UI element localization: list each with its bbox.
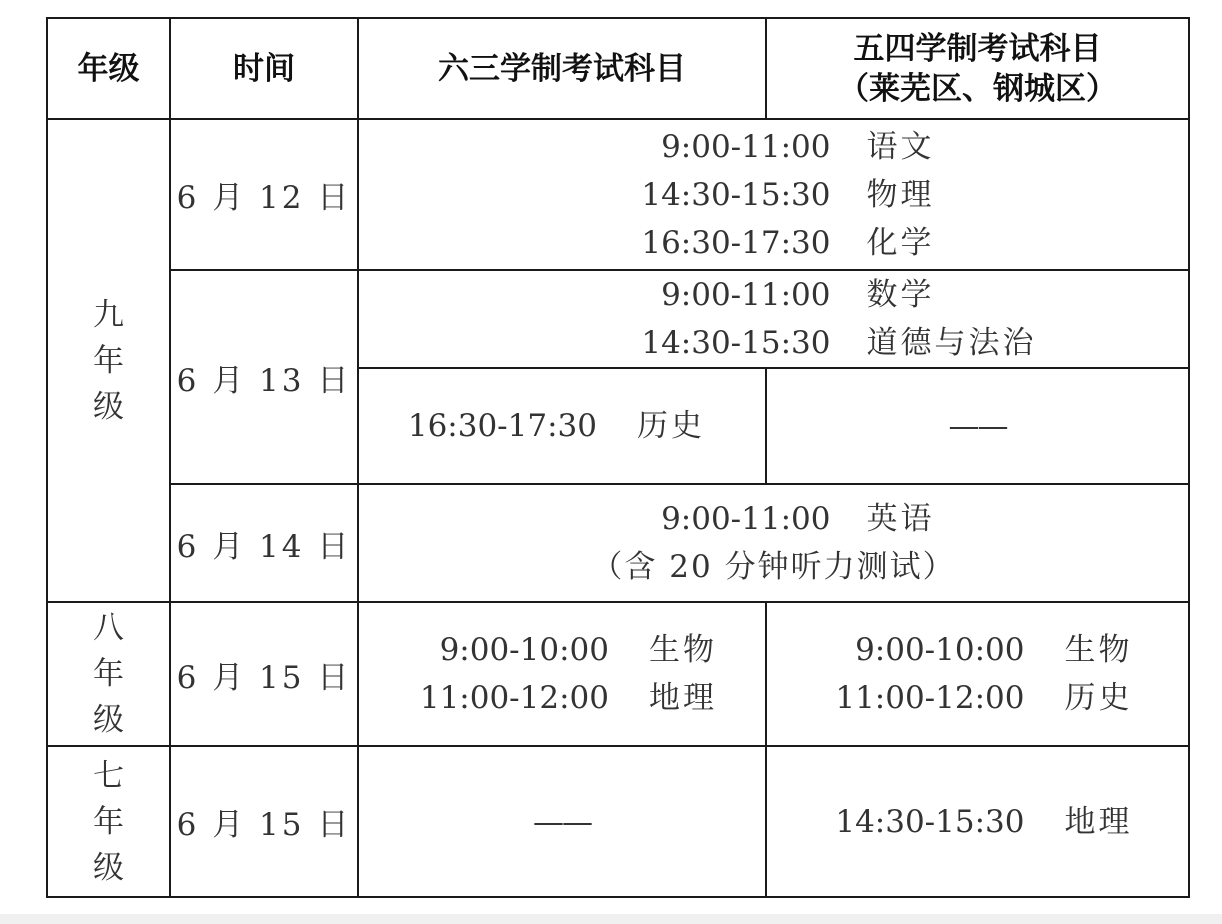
exam-subject: 历史	[637, 408, 705, 444]
grade-9-char: 九	[93, 296, 124, 333]
date-cell: 6 月 12 日	[170, 119, 358, 270]
header-grade: 年级	[47, 18, 170, 119]
exam-entry	[767, 798, 1188, 846]
exam-entry	[767, 674, 1188, 722]
grade-9-char: 级	[93, 388, 124, 425]
table-row-june-13-top	[47, 270, 1189, 368]
grade-8-char: 年	[93, 656, 124, 692]
exam-time: 14:30-15:30	[641, 176, 831, 213]
grade-7-cell	[47, 746, 170, 897]
exam-note: （含 20 分钟听力测试）	[591, 549, 956, 585]
exam-subject: 道德与法治	[866, 325, 1037, 361]
header-system-54	[766, 18, 1189, 119]
exam-entry	[359, 219, 1188, 267]
exam-subject: 数学	[866, 277, 935, 313]
exam-cell-54	[766, 746, 1189, 897]
exam-time: 9:00-11:00	[661, 128, 831, 165]
date-cell: 6 月 15 日	[170, 746, 358, 897]
exam-entry	[359, 495, 1188, 543]
exam-cell-merged	[358, 270, 1189, 368]
exam-entry	[359, 319, 1188, 367]
header-system-63: 六三学制考试科目	[358, 18, 766, 119]
exam-subject: 历史	[1064, 680, 1133, 716]
exam-time: 16:30-17:30	[407, 408, 597, 444]
table-row-june-12	[47, 119, 1189, 270]
exam-subject: 化学	[866, 224, 935, 261]
table-row-june-15-grade-8	[47, 602, 1189, 746]
table-row-june-14	[47, 484, 1189, 602]
exam-time: 9:00-10:00	[855, 632, 1025, 668]
exam-time: 11:00-12:00	[835, 680, 1025, 716]
date-cell: 6 月 13 日	[170, 270, 358, 484]
exam-entry	[359, 626, 765, 674]
grade-8-cell	[47, 602, 170, 746]
exam-subject: 生物	[649, 632, 717, 668]
exam-subject: 英语	[866, 501, 935, 537]
bottom-edge-strip	[0, 914, 1222, 924]
grade-8-char: 级	[93, 702, 124, 738]
exam-entry	[359, 171, 1188, 219]
table-row-june-15-grade-7	[47, 746, 1189, 897]
header-system-54-districts: （莱芜区、钢城区）	[838, 70, 1117, 107]
date-cell: 6 月 14 日	[170, 484, 358, 602]
exam-entry	[767, 626, 1188, 674]
header-time: 时间	[170, 18, 358, 119]
exam-time: 11:00-12:00	[419, 680, 609, 716]
exam-time: 14:30-15:30	[641, 325, 831, 361]
exam-subject: 生物	[1064, 632, 1133, 668]
date-cell: 6 月 15 日	[170, 602, 358, 746]
exam-schedule-table	[46, 17, 1190, 898]
exam-entry	[359, 402, 765, 450]
exam-entry	[359, 271, 1188, 319]
exam-cell-63	[358, 602, 766, 746]
exam-cell-merged	[358, 484, 1189, 602]
exam-subject: 语文	[866, 128, 935, 165]
exam-time: 9:00-10:00	[439, 632, 609, 668]
grade-8-char: 八	[93, 610, 124, 646]
exam-cell-54	[766, 602, 1189, 746]
exam-subject: 地理	[1064, 803, 1133, 840]
exam-time: 16:30-17:30	[641, 224, 831, 261]
no-exam-dash: ——	[766, 368, 1189, 484]
grade-9-cell	[47, 119, 170, 602]
exam-entry	[359, 123, 1188, 171]
grade-7-char: 年	[93, 803, 124, 840]
exam-cell-63	[358, 368, 766, 484]
header-row	[47, 18, 1189, 119]
exam-time: 9:00-11:00	[661, 501, 831, 537]
exam-time: 14:30-15:30	[835, 803, 1025, 840]
grade-9-char: 年	[93, 342, 124, 379]
grade-7-char: 级	[93, 849, 124, 886]
no-exam-dash: ——	[358, 746, 766, 897]
header-system-54-title: 五四学制考试科目	[853, 30, 1102, 67]
exam-entry	[359, 674, 765, 722]
exam-subject: 物理	[866, 176, 935, 213]
exam-cell-merged	[358, 119, 1189, 270]
exam-subject: 地理	[649, 680, 717, 716]
exam-time: 9:00-11:00	[661, 277, 831, 313]
grade-7-char: 七	[93, 757, 124, 794]
